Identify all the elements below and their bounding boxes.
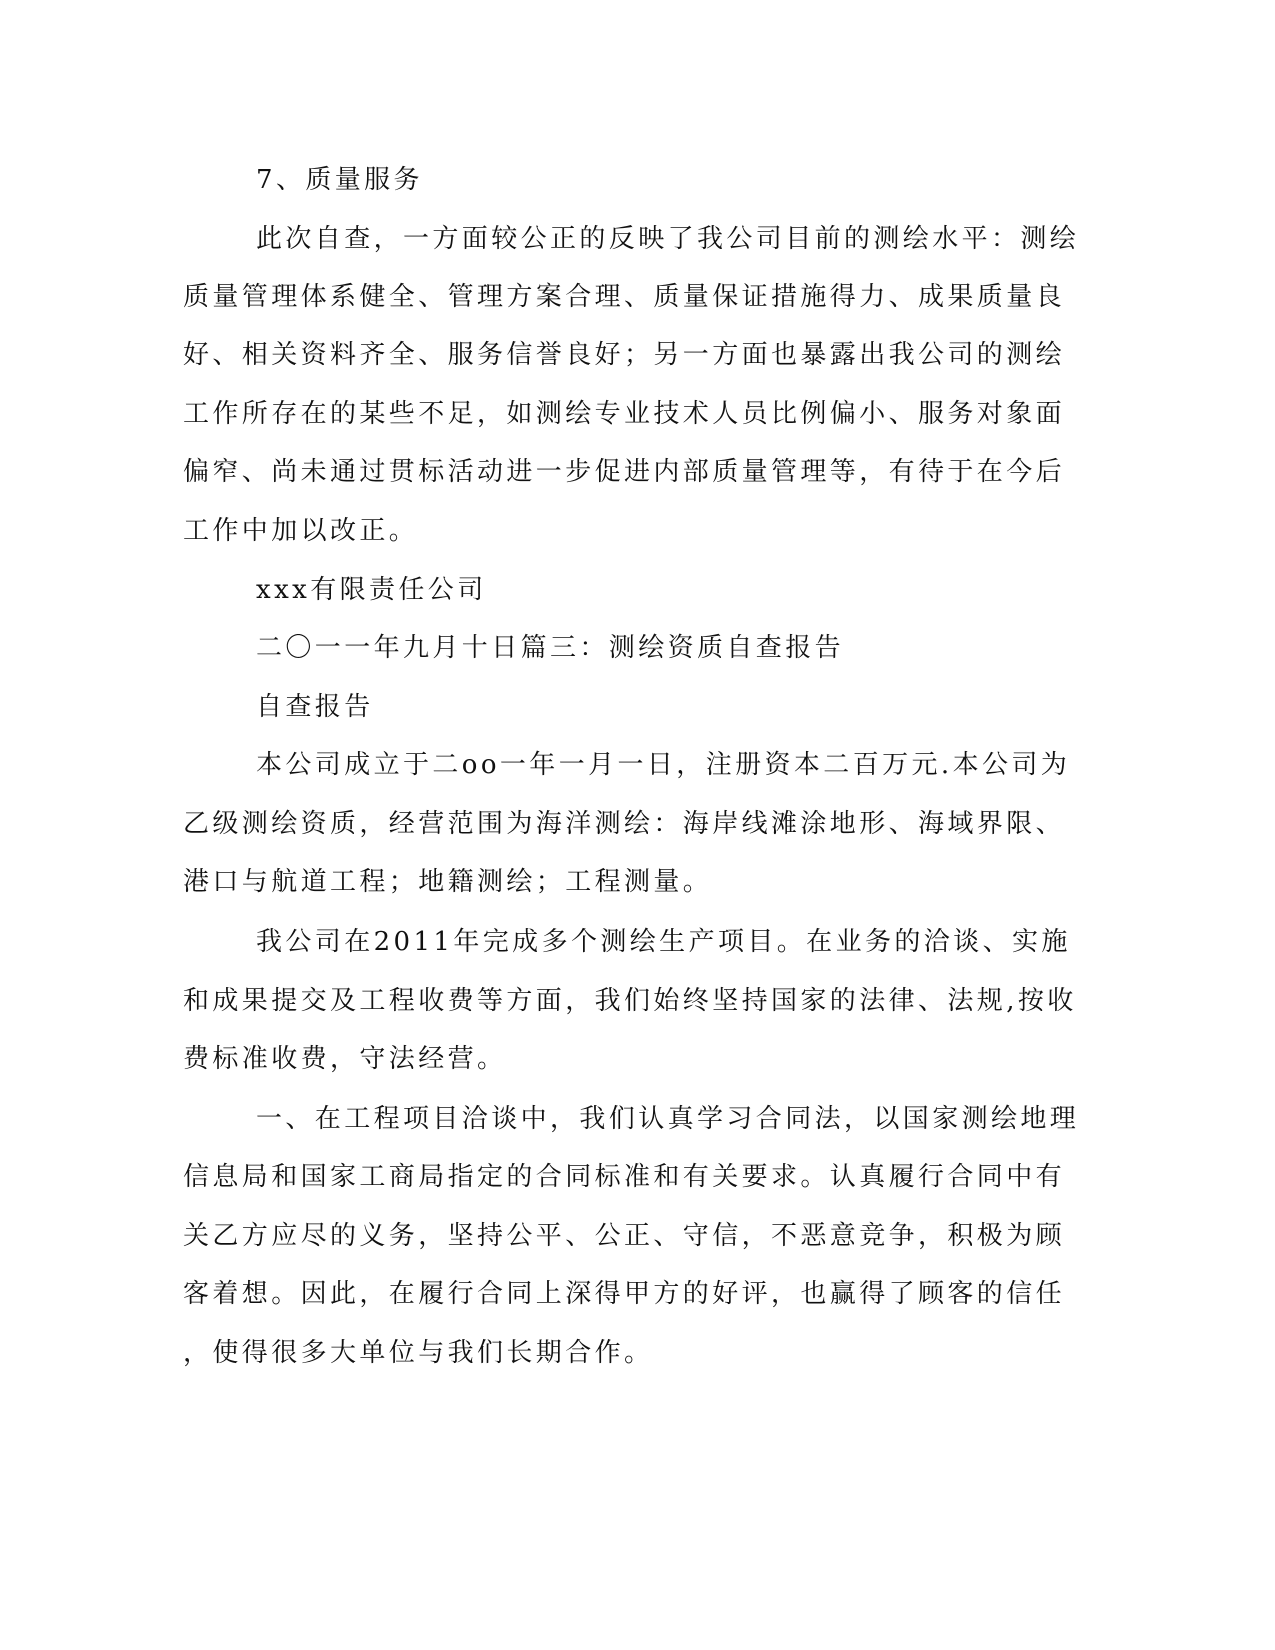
company-signature: xxx有限责任公司 (256, 575, 487, 605)
paragraph-line: 一、在工程项目洽谈中，我们认真学习合同法，以国家测绘地理 (256, 1104, 1080, 1134)
report-title: 自查报告 (256, 692, 374, 722)
paragraph-line: 质量管理体系健全、管理方案合理、质量保证措施得力、成果质量良 (183, 282, 1066, 312)
paragraph-line: 和成果提交及工程收费等方面，我们始终坚持国家的法律、法规,按收 (183, 986, 1077, 1016)
paragraph-line: 客着想。因此，在履行合同上深得甲方的好评，也赢得了顾客的信任 (183, 1279, 1066, 1309)
section-heading-quality-service: 7、质量服务 (256, 165, 423, 195)
paragraph-line: 乙级测绘资质，经营范围为海洋测绘：海岸线滩涂地形、海域界限、 (183, 809, 1066, 839)
paragraph-line: 工作中加以改正。 (183, 516, 419, 546)
date-and-section-title: 二〇一一年九月十日篇三：测绘资质自查报告 (256, 633, 845, 663)
paragraph-line: 关乙方应尽的义务，坚持公平、公正、守信，不恶意竞争，积极为顾 (183, 1221, 1066, 1251)
paragraph-line: 我公司在2011年完成多个测绘生产项目。在业务的洽谈、实施 (256, 927, 1071, 957)
paragraph-line: 本公司成立于二oo一年一月一日，注册资本二百万元.本公司为 (256, 750, 1071, 780)
paragraph-line: 信息局和国家工商局指定的合同标准和有关要求。认真履行合同中有 (183, 1162, 1066, 1192)
paragraph-line: ，使得很多大单位与我们长期合作。 (183, 1338, 654, 1368)
paragraph-line: 偏窄、尚未通过贯标活动进一步促进内部质量管理等，有待于在今后 (183, 457, 1066, 487)
paragraph-line: 此次自查，一方面较公正的反映了我公司目前的测绘水平：测绘 (256, 224, 1080, 254)
paragraph-line: 好、相关资料齐全、服务信誉良好；另一方面也暴露出我公司的测绘 (183, 340, 1066, 370)
paragraph-line: 工作所存在的某些不足，如测绘专业技术人员比例偏小、服务对象面 (183, 399, 1066, 429)
paragraph-line: 费标准收费，守法经营。 (183, 1044, 507, 1074)
paragraph-line: 港口与航道工程；地籍测绘；工程测量。 (183, 867, 713, 897)
